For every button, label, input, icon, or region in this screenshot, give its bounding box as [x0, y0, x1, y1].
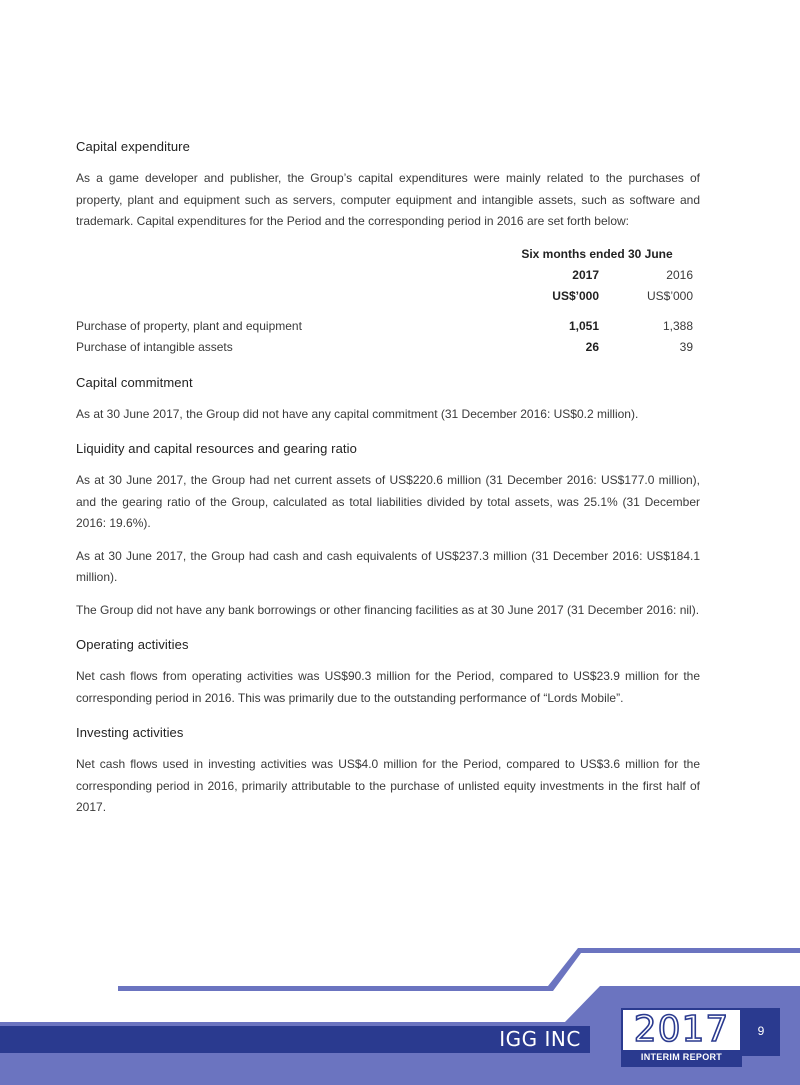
section-heading: Capital expenditure — [76, 139, 190, 154]
table-header-row — [76, 244, 693, 265]
row-value-current: 26 — [585, 340, 599, 354]
table-header-row — [76, 286, 693, 307]
section-heading: Liquidity and capital resources and gearing ratio — [76, 441, 357, 456]
row-label: Purchase of intangible assets — [76, 340, 233, 354]
section-heading: Operating activities — [76, 637, 189, 652]
row-value-prior: 1,388 — [662, 319, 693, 333]
year-current-header: 2017 — [572, 268, 599, 282]
table-row — [76, 316, 693, 337]
logo-label: INTERIM REPORT — [623, 1050, 740, 1065]
footer-upper-stripe — [118, 948, 800, 991]
paragraph: The Group did not have any bank borrowings or other financing facilities as at 30 June 2017 (31 December 2016: nil). — [76, 602, 700, 617]
paragraph: Net cash flows used in investing activities was US$4.0 million for the Period, compared to US$3.6 million for the corresponding period in 2016, primarily attributable to the purchase of unlisted equity investments in the first half of 2017. — [76, 757, 700, 814]
row-value-current: 1,051 — [568, 319, 599, 333]
unit-current-header: US$’000 — [552, 289, 599, 303]
page-number: 9 — [742, 1008, 780, 1056]
capital-expenditure-section — [76, 139, 700, 358]
logo-year: 2017 — [633, 1009, 730, 1050]
table-row — [76, 337, 693, 358]
section-heading: Capital commitment — [76, 374, 193, 390]
section-heading: Investing activities — [76, 725, 184, 740]
liquidity-section — [76, 441, 700, 621]
period-header: Six months ended 30 June — [521, 247, 673, 261]
capex-table — [76, 244, 693, 358]
investing-activities-section — [76, 725, 700, 819]
company-name: IGG INC — [499, 1027, 581, 1051]
operating-activities-section — [76, 637, 700, 709]
interim-report-logo — [621, 1008, 742, 1067]
paragraph: As at 30 June 2017, the Group had net current assets of US$220.6 million (31 December 2016: US$177.0 million), and the gearing ratio of the Group, calculated as total liabilities divided by total assets, was 25.1% (31 December 2016: 19.6%). — [76, 473, 700, 530]
row-value-prior: 39 — [679, 340, 693, 354]
paragraph: As at 30 June 2017, the Group had cash and cash equivalents of US$237.3 million (31 December 2016: US$184.1 million). — [76, 548, 700, 584]
page-content — [76, 139, 700, 830]
unit-prior-header: US$’000 — [646, 289, 693, 303]
paragraph: Net cash flows from operating activities was US$90.3 million for the Period, compared to US$23.9 million for the corresponding period in 2016. This was primarily due to the outstanding performance of “Lords Mobile”. — [76, 669, 700, 705]
paragraph: As at 30 June 2017, the Group did not have any capital commitment (31 December 2016: US$0.2 million). — [76, 406, 639, 421]
year-prior-header: 2016 — [666, 268, 693, 282]
capital-commitment-section — [76, 375, 700, 426]
paragraph: As a game developer and publisher, the Group’s capital expenditures were mainly related to the purchases of property, plant and equipment such as servers, computer equipment and intangible assets, such as software and trademark. Capital expenditures for the Period and the corresponding period in 2016 are set forth below: — [76, 171, 700, 228]
row-label: Purchase of property, plant and equipment — [76, 319, 302, 333]
table-header-row — [76, 265, 693, 286]
